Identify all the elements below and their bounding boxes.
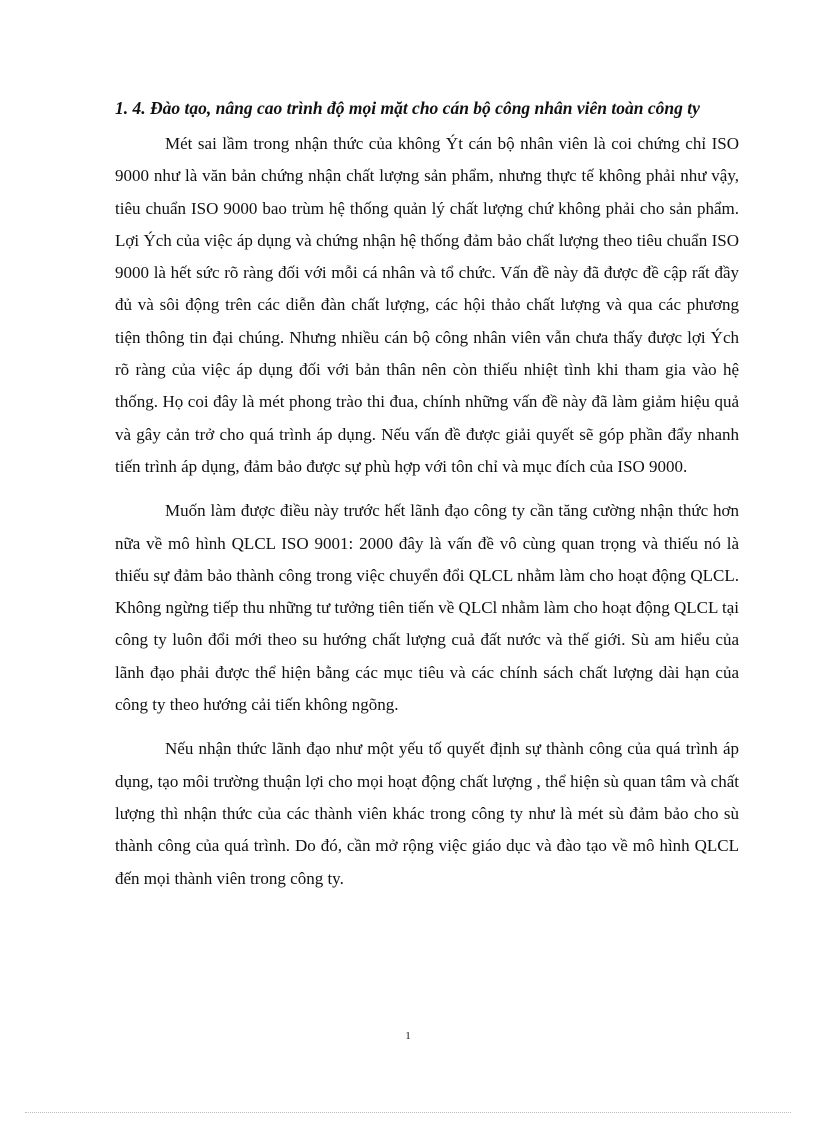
page-number: 1	[405, 1030, 411, 1042]
paragraph-3: Nếu nhận thức lãnh đạo như một yếu tố quyết định sự thành công của quá trình áp dụng, tạo môi trường thuận lợi cho mọi hoạt động chất lượng , thể hiện sù quan tâm và chất lượng thì nhận thức của các thành viên khác trong công ty như là mét sù đảm bảo cho sù thành công của quá trình. Do đó, cần mở rộng việc giáo dục và đào tạo về mô hình QLCL đến mọi thành viên trong công ty.	[115, 739, 739, 888]
section-heading: 1. 4. Đào tạo, nâng cao trình độ mọi mặt cho cán bộ công nhân viên toàn công ty	[115, 98, 700, 118]
page-content	[115, 92, 739, 907]
paragraph-2: Muốn làm được điều này trước hết lãnh đạo công ty cần tăng cường nhận thức hơn nữa về mô hình QLCL ISO 9001: 2000 đây là vấn đề vô cùng quan trọng và thiếu nó là thiếu sự đảm bảo thành công trong việc chuyển đổi QLCL nhằm làm cho hoạt động QLCL. Không ngừng tiếp thu những tư tưởng tiên tiến về QLCl nhằm làm cho hoạt động QLCL tại công ty luôn đổi mới theo su hướng chất lượng cuả đất nước và thế giới. Sù am hiểu của lãnh đạo phải được thể hiện bằng các mục tiêu và các chính sách chất lượng dài hạn của công ty theo hướng cải tiến không ngõng.	[115, 501, 739, 715]
paragraph-1: Mét sai lầm trong nhận thức của không Ýt cán bộ nhân viên là coi chứng chỉ ISO 9000 như là văn bản chứng nhận chất lượng sản phẩm, nhưng thực tế không phải như vậy, tiêu chuẩn ISO 9000 bao trùm hệ thống quản lý chất lượng chứ không phải cho sản phẩm. Lợi Ých của việc áp dụng và chứng nhận hệ thống đảm bảo chất lượng theo tiêu chuẩn ISO 9000 là hết sức rõ ràng đối với mỗi cá nhân và tổ chức. Vấn đề này đã được đề cập rất đầy đủ và sôi động trên các diễn đàn chất lượng, các hội thảo chất lượng và qua các phương tiện thông tin đại chúng. Nhưng nhiều cán bộ công nhân viên vẫn chưa thấy được lợi Ých rõ ràng của việc áp dụng đối với bản thân nên còn thiếu nhiệt tình khi tham gia vào hệ thống. Họ coi đây là mét phong trào thi đua, chính những vấn đề này đã làm giảm hiệu quả và gây cản trở cho quá trình áp dụng. Nếu vấn đề được giải quyết sẽ góp phần đẩy nhanh tiến trình áp dụng, đảm bảo được sự phù hợp với tôn chỉ và mục đích của ISO 9000.	[115, 134, 739, 476]
page-bottom-divider	[25, 1112, 791, 1113]
